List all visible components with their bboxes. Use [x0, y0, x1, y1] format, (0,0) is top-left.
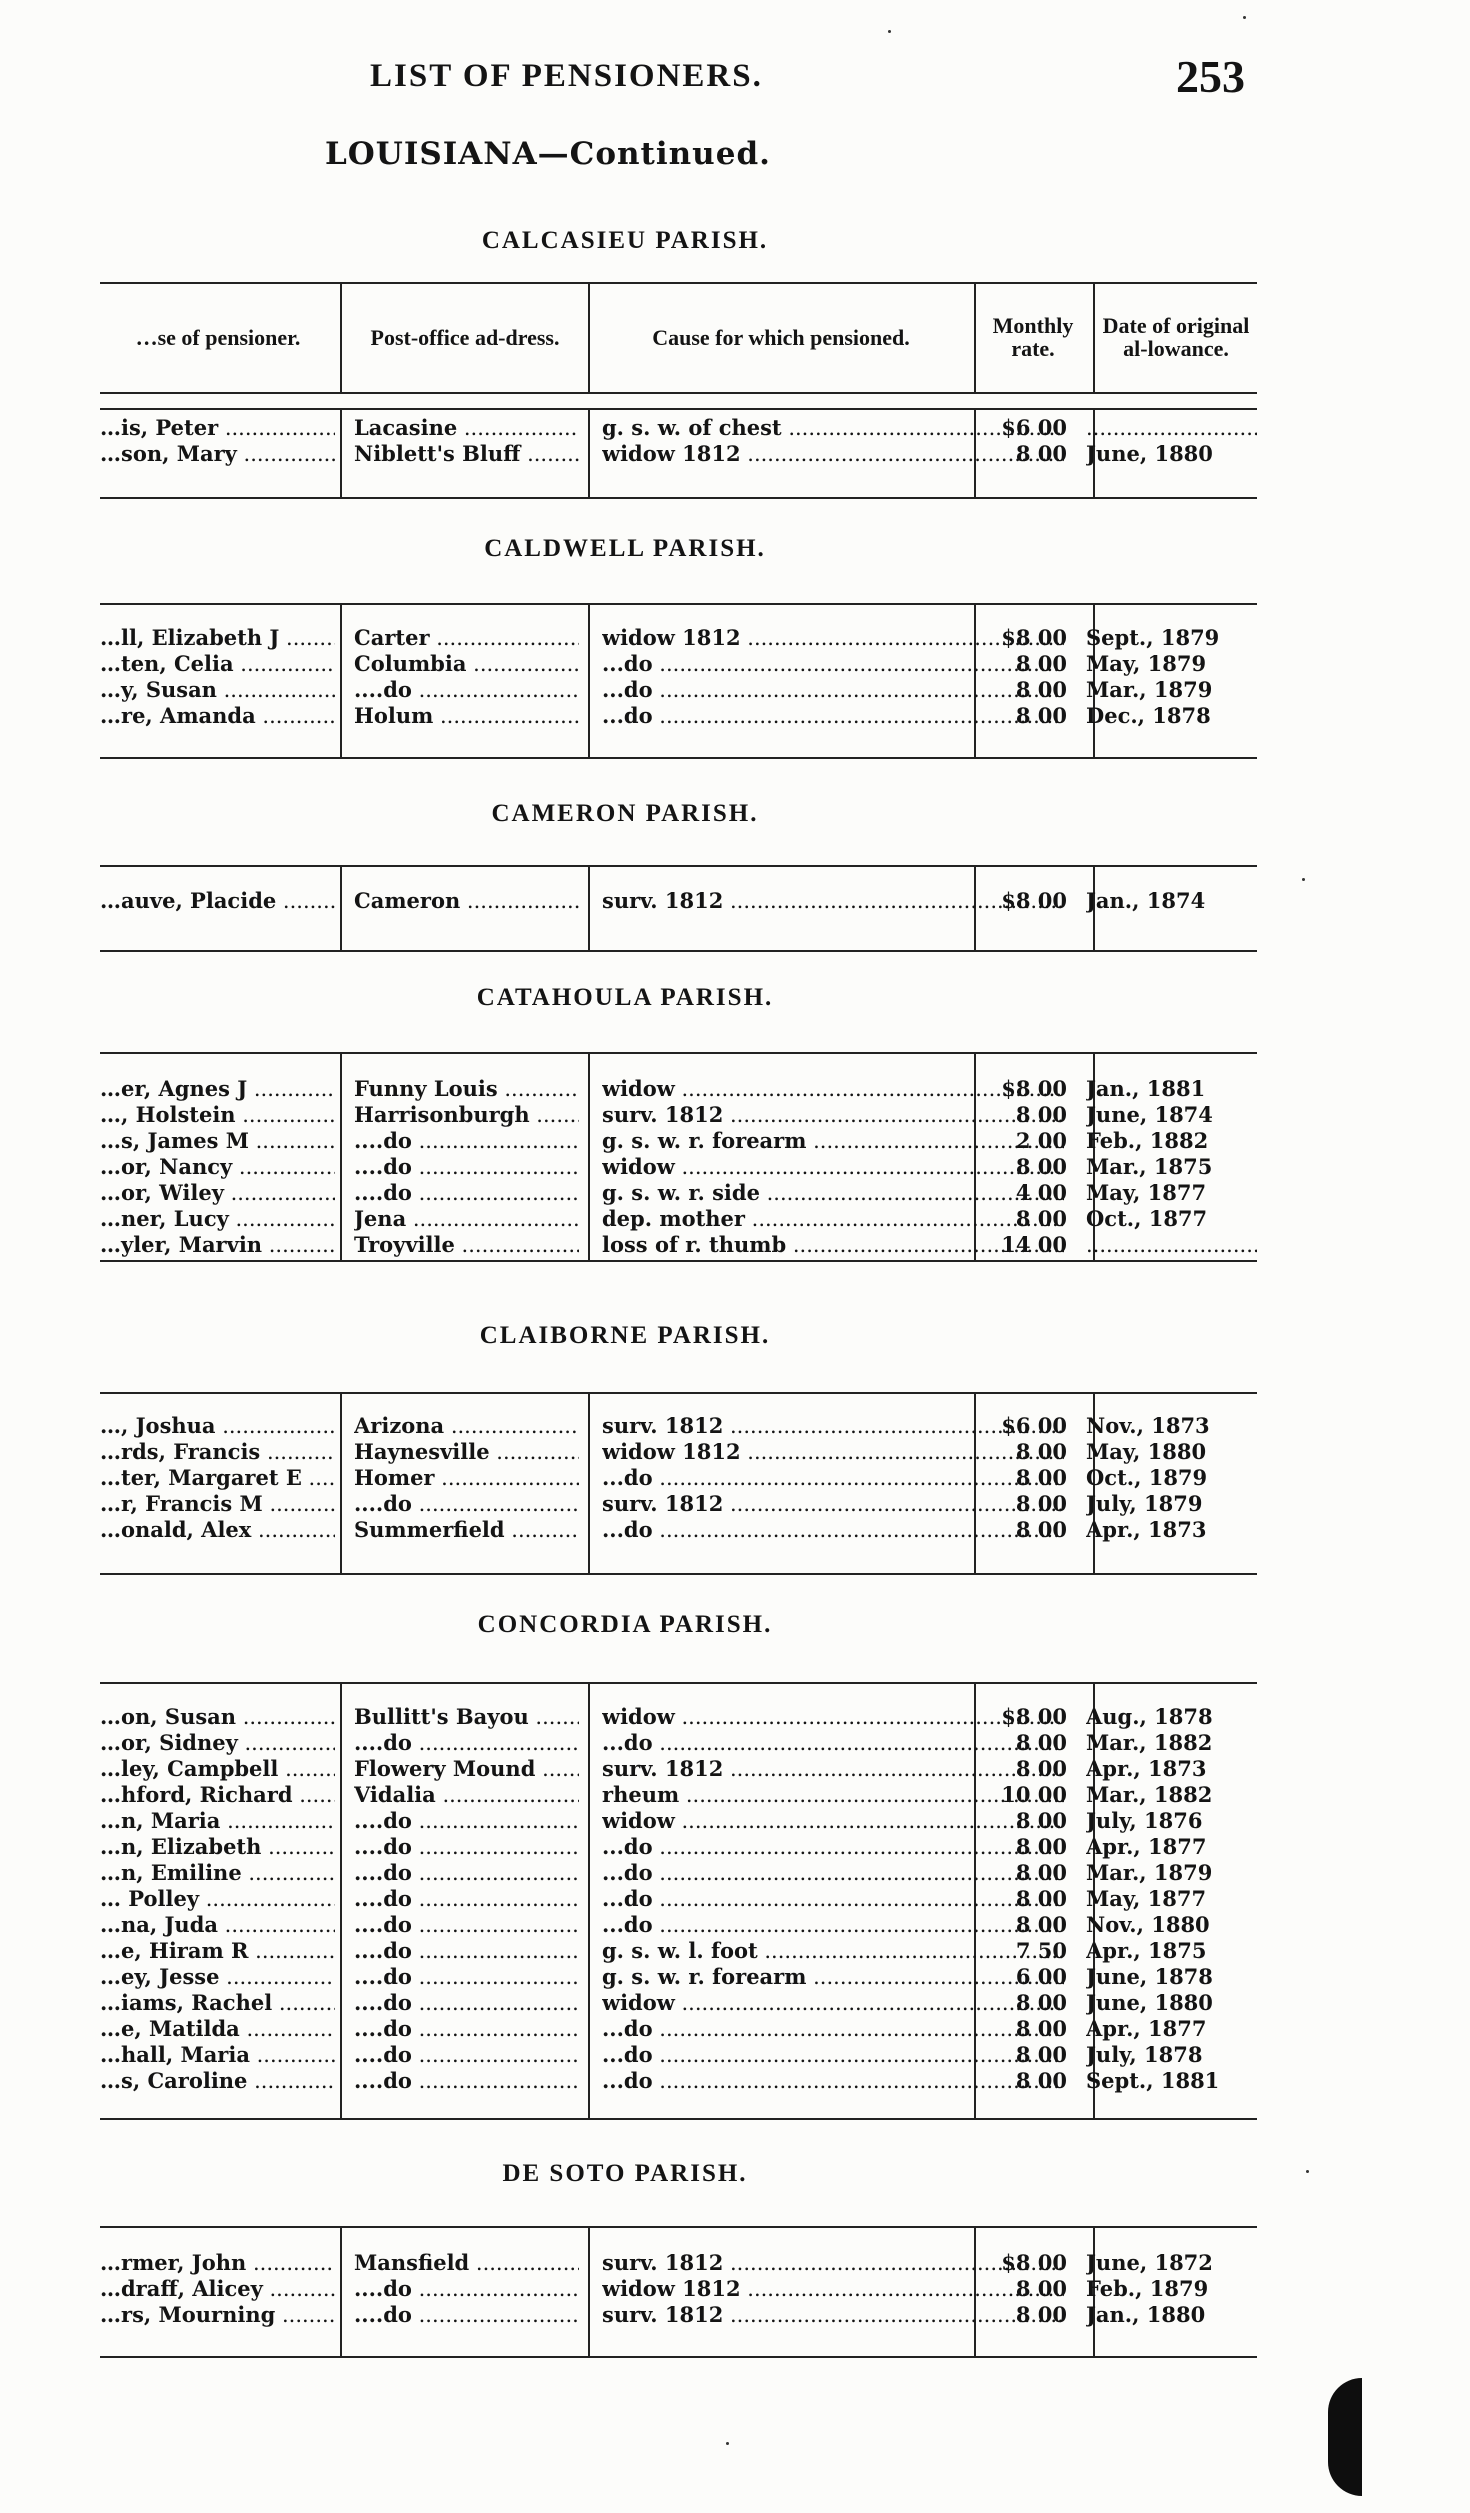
pensioner-name: …na, Juda ..... [100, 1912, 335, 1938]
post-office: ....do ..... [354, 1990, 579, 2016]
pensioner-name: …re, Amanda ..... [100, 703, 335, 729]
section-top-rule [100, 865, 1257, 867]
pensioner-name: …er, Agnes J ..... [100, 1076, 335, 1102]
header-date: Date of original al-lowance. [1102, 313, 1250, 361]
pension-cause: widow ..... [602, 1808, 1064, 1834]
pensioner-name: …r, Francis M ..... [100, 1491, 335, 1517]
allowance-date: Apr., 1873 [1086, 1756, 1207, 1781]
pensioner-name: …s, Caroline ..... [100, 2068, 335, 2094]
post-office: ....do ..... [354, 2016, 579, 2042]
pensioner-name: …e, Hiram R ..... [100, 1938, 335, 1964]
pensioner-row [100, 625, 1257, 651]
pensioner-name: … Polley ..... [100, 1886, 335, 1912]
pensioner-name: …is, Peter ..... [100, 415, 335, 441]
pension-cause: surv. 1812 ..... [602, 1491, 1064, 1517]
monthly-rate: 8 00 [1015, 2068, 1067, 2093]
allowance-date: May, 1880 [1086, 1439, 1207, 1464]
pensioner-name: …or, Nancy ..... [100, 1154, 335, 1180]
post-office: ....do ..... [354, 677, 579, 703]
pension-cause: ...do ..... [602, 1730, 1064, 1756]
pensioner-row [100, 1990, 1257, 2016]
section-top-rule [100, 1052, 1257, 1054]
post-office: Carter ..... [354, 625, 579, 651]
pensioner-name: …son, Mary ..... [100, 441, 335, 467]
monthly-rate: 8 00 [1015, 703, 1067, 728]
pensioner-row [100, 1517, 1257, 1543]
monthly-rate: 8 00 [1015, 1439, 1067, 1464]
pensioner-name: …n, Emiline ..... [100, 1860, 335, 1886]
post-office: Mansfield ..... [354, 2250, 579, 2276]
pensioner-row [100, 1232, 1257, 1258]
pension-cause: loss of r. thumb ..... [602, 1232, 1064, 1258]
ink-speck [726, 2442, 729, 2445]
pensioner-name: …ner, Lucy ..... [100, 1206, 335, 1232]
pensioner-row [100, 1413, 1257, 1439]
parish-title: CALCASIEU PARISH. [481, 227, 769, 254]
section-bottom-rule [100, 497, 1257, 499]
allowance-date: Nov., 1873 [1086, 1413, 1210, 1438]
pension-cause: g. s. w. r. forearm ..... [602, 1964, 1064, 1990]
monthly-rate: 8 00 [1015, 1206, 1067, 1231]
allowance-date: Jan., 1880 [1086, 2302, 1206, 2327]
pensioner-row [100, 1782, 1257, 1808]
allowance-date: Oct., 1879 [1086, 1465, 1208, 1490]
post-office: ....do ..... [354, 1808, 579, 1834]
section-top-rule [100, 1392, 1257, 1394]
pensioner-name: …iams, Rachel ..... [100, 1990, 335, 2016]
pensioner-row [100, 2042, 1257, 2068]
post-office: Arizona ..... [354, 1413, 579, 1439]
allowance-date: June, 1880 [1086, 1990, 1213, 2015]
monthly-rate: 8 00 [1015, 1990, 1067, 2015]
pensioner-row [100, 1808, 1257, 1834]
allowance-date [1086, 1232, 1257, 1258]
monthly-rate: 8 00 [1015, 651, 1067, 676]
allowance-date: Jan., 1874 [1086, 888, 1206, 913]
post-office: ....do ..... [354, 1730, 579, 1756]
pension-cause: surv. 1812 ..... [602, 888, 1064, 914]
monthly-rate: 14 00 [1001, 1232, 1067, 1257]
pensioner-name: …ten, Celia ..... [100, 651, 335, 677]
page-edge-shadow [1328, 2378, 1362, 2496]
section-top-rule [100, 1682, 1257, 1684]
parish-title: CAMERON PARISH. [491, 800, 759, 827]
pension-cause: surv. 1812 ..... [602, 1413, 1064, 1439]
pensioner-name: …onald, Alex ..... [100, 1517, 335, 1543]
post-office: Vidalia ..... [354, 1782, 579, 1808]
pensioner-name: …ey, Jesse ..... [100, 1964, 335, 1990]
monthly-rate: 8 00 [1015, 2276, 1067, 2301]
pensioner-name: …, Joshua ..... [100, 1413, 335, 1439]
parish-title: CALDWELL PARISH. [484, 535, 766, 562]
monthly-rate: 8 00 [1015, 2302, 1067, 2327]
pension-cause: ...do ..... [602, 1886, 1064, 1912]
monthly-rate: 8 00 [1015, 2016, 1067, 2041]
allowance-date: Feb., 1882 [1086, 1128, 1209, 1153]
pension-cause: widow 1812 ..... [602, 625, 1064, 651]
header-cause: Cause for which pensioned. [652, 324, 910, 350]
pensioner-row [100, 1491, 1257, 1517]
pension-cause: dep. mother ..... [602, 1206, 1064, 1232]
pensioner-name: …n, Maria ..... [100, 1808, 335, 1834]
monthly-rate: 8 00 [1015, 1517, 1067, 1542]
pension-cause: ...do ..... [602, 1834, 1064, 1860]
pension-cause: widow ..... [602, 1990, 1064, 2016]
pensioner-name: …ll, Elizabeth J ..... [100, 625, 335, 651]
monthly-rate: 8 00 [1015, 677, 1067, 702]
pension-cause: rheum ..... [602, 1782, 1064, 1808]
monthly-rate: 7 50 [1015, 1938, 1067, 1963]
pension-cause: surv. 1812 ..... [602, 2302, 1064, 2328]
pensioner-name: …e, Matilda ..... [100, 2016, 335, 2042]
post-office: ....do ..... [354, 1180, 579, 1206]
pension-cause: ...do ..... [602, 677, 1064, 703]
pensioner-name: …rmer, John ..... [100, 2250, 335, 2276]
pension-cause: ...do ..... [602, 2042, 1064, 2068]
allowance-date: June, 1878 [1086, 1964, 1213, 1989]
post-office: ....do ..... [354, 1938, 579, 1964]
pensioner-name: …auve, Placide ..... [100, 888, 335, 914]
post-office: Funny Louis ..... [354, 1076, 579, 1102]
monthly-rate: 8 00 [1015, 1491, 1067, 1516]
post-office: ....do ..... [354, 2042, 579, 2068]
pensioner-row [100, 2250, 1257, 2276]
pensioner-name: …y, Susan ..... [100, 677, 335, 703]
allowance-date: May, 1877 [1086, 1886, 1207, 1911]
pension-cause: g. s. w. l. foot ..... [602, 1938, 1064, 1964]
post-office: ....do ..... [354, 1154, 579, 1180]
parish-title: DE SOTO PARISH. [502, 2160, 748, 2187]
header-post-office: Post-office ad-dress. [370, 324, 560, 350]
post-office: Bullitt's Bayou ..... [354, 1704, 579, 1730]
ink-speck [888, 30, 891, 33]
allowance-date: Mar., 1882 [1086, 1730, 1213, 1755]
pensioner-row [100, 1154, 1257, 1180]
header-name: …se of pensioner. [135, 324, 301, 350]
pensioner-row [100, 1102, 1257, 1128]
pensioner-name: …, Holstein ..... [100, 1102, 335, 1128]
pensioner-row [100, 1938, 1257, 1964]
pensioner-name: …hall, Maria ..... [100, 2042, 335, 2068]
post-office: ....do ..... [354, 1491, 579, 1517]
pensioner-name: …s, James M ..... [100, 1128, 335, 1154]
pension-cause: widow ..... [602, 1704, 1064, 1730]
post-office: ....do ..... [354, 1912, 579, 1938]
post-office: ....do ..... [354, 1886, 579, 1912]
monthly-rate: 8 00 [1015, 1860, 1067, 1885]
monthly-rate: 8 00 [1015, 2042, 1067, 2067]
pensioner-row [100, 1206, 1257, 1232]
pensioner-row [100, 1465, 1257, 1491]
allowance-date: July, 1876 [1086, 1808, 1203, 1833]
pensioner-row [100, 415, 1257, 441]
section-bottom-rule [100, 2118, 1257, 2120]
post-office: Cameron ..... [354, 888, 579, 914]
section-top-rule [100, 408, 1257, 410]
monthly-rate: $8 00 [1001, 625, 1067, 650]
allowance-date: Sept., 1881 [1086, 2068, 1220, 2093]
parish-title: CONCORDIA PARISH. [477, 1611, 773, 1638]
monthly-rate: 8 00 [1015, 1756, 1067, 1781]
monthly-rate: 8 00 [1015, 1834, 1067, 1859]
allowance-date: May, 1877 [1086, 1180, 1207, 1205]
allowance-date: Oct., 1877 [1086, 1206, 1208, 1231]
pension-cause: ...do ..... [602, 1465, 1064, 1491]
pensioner-name: …yler, Marvin ..... [100, 1232, 335, 1258]
post-office: Troyville ..... [354, 1232, 579, 1258]
pensioner-row [100, 651, 1257, 677]
allowance-date: Apr., 1875 [1086, 1938, 1207, 1963]
allowance-date: Mar., 1879 [1086, 1860, 1213, 1885]
allowance-date: Feb., 1879 [1086, 2276, 1209, 2301]
section-top-rule [100, 2226, 1257, 2228]
allowance-date: Mar., 1879 [1086, 677, 1213, 702]
parish-title: CATAHOULA PARISH. [476, 984, 774, 1011]
pensioner-row [100, 1704, 1257, 1730]
allowance-date: Mar., 1875 [1086, 1154, 1213, 1179]
monthly-rate: $8 00 [1001, 1076, 1067, 1101]
monthly-rate: 8 00 [1015, 1886, 1067, 1911]
pension-cause: ...do ..... [602, 651, 1064, 677]
pensioner-row [100, 1128, 1257, 1154]
pension-cause: ...do ..... [602, 1517, 1064, 1543]
pension-cause: ...do ..... [602, 1912, 1064, 1938]
monthly-rate: 8 00 [1015, 441, 1067, 466]
allowance-date: Nov., 1880 [1086, 1912, 1210, 1937]
pension-cause: ...do ..... [602, 703, 1064, 729]
pension-cause: widow 1812 ..... [602, 1439, 1064, 1465]
section-bottom-rule [100, 757, 1257, 759]
post-office: Haynesville ..... [354, 1439, 579, 1465]
pension-cause: widow ..... [602, 1154, 1064, 1180]
pensioner-name: …hford, Richard ..... [100, 1782, 335, 1808]
allowance-date: Apr., 1877 [1086, 2016, 1207, 2041]
post-office: Holum ..... [354, 703, 579, 729]
state-title: LOUISIANA—Continued. [325, 136, 771, 172]
pensioner-row [100, 1886, 1257, 1912]
monthly-rate: $8 00 [1001, 888, 1067, 913]
post-office: Homer ..... [354, 1465, 579, 1491]
pensioner-row [100, 441, 1257, 467]
post-office: ....do ..... [354, 1860, 579, 1886]
monthly-rate: 8 00 [1015, 1102, 1067, 1127]
running-head: LIST OF PENSIONERS. [370, 58, 763, 94]
pension-cause: ...do ..... [602, 1860, 1064, 1886]
pension-cause: g. s. w. r. side ..... [602, 1180, 1064, 1206]
pension-cause: ...do ..... [602, 2016, 1064, 2042]
header-bottom-rule [100, 392, 1257, 394]
pension-cause: surv. 1812 ..... [602, 1756, 1064, 1782]
monthly-rate: 10 00 [1001, 1782, 1067, 1807]
pension-cause: widow ..... [602, 1076, 1064, 1102]
pensioner-row [100, 703, 1257, 729]
page-number: 253 [1176, 51, 1245, 102]
pensioner-row [100, 1180, 1257, 1206]
pensioner-name: …rs, Mourning ..... [100, 2302, 335, 2328]
pensioner-row [100, 2068, 1257, 2094]
allowance-date: Dec., 1878 [1086, 703, 1211, 728]
allowance-date: May, 1879 [1086, 651, 1207, 676]
post-office: ....do ..... [354, 1834, 579, 1860]
post-office: Flowery Mound ..... [354, 1756, 579, 1782]
pensioner-row [100, 1439, 1257, 1465]
pensioner-row [100, 2016, 1257, 2042]
pensioner-row [100, 1834, 1257, 1860]
pensioner-row [100, 1912, 1257, 1938]
header-rate: Monthly rate. [992, 313, 1074, 361]
ink-speck [1243, 16, 1246, 19]
post-office: Niblett's Bluff ..... [354, 441, 579, 467]
allowance-date: July, 1879 [1086, 1491, 1203, 1516]
pensioner-row [100, 1756, 1257, 1782]
pension-cause: widow 1812 ..... [602, 441, 1064, 467]
monthly-rate: $6 00 [1001, 415, 1067, 440]
pensioner-row [100, 1076, 1257, 1102]
post-office: ....do ..... [354, 1128, 579, 1154]
post-office: ....do ..... [354, 2068, 579, 2094]
allowance-date: Aug., 1878 [1086, 1704, 1213, 1729]
pensioner-name: …rds, Francis ..... [100, 1439, 335, 1465]
section-bottom-rule [100, 1573, 1257, 1575]
allowance-date [1086, 415, 1257, 441]
monthly-rate: $6 00 [1001, 1413, 1067, 1438]
monthly-rate: 8 00 [1015, 1465, 1067, 1490]
section-bottom-rule [100, 950, 1257, 952]
allowance-date: Mar., 1882 [1086, 1782, 1213, 1807]
pensioner-name: …or, Sidney ..... [100, 1730, 335, 1756]
parish-title: CLAIBORNE PARISH. [479, 1322, 771, 1349]
pensioner-name: …or, Wiley ..... [100, 1180, 335, 1206]
monthly-rate: 6 00 [1015, 1964, 1067, 1989]
header-divider [588, 282, 590, 392]
pensioner-row [100, 2302, 1257, 2328]
allowance-date: June, 1874 [1086, 1102, 1213, 1127]
allowance-date: July, 1878 [1086, 2042, 1203, 2067]
pensioner-row [100, 1860, 1257, 1886]
pension-cause: g. s. w. r. forearm ..... [602, 1128, 1064, 1154]
allowance-date: June, 1872 [1086, 2250, 1213, 2275]
pensioner-name: …ter, Margaret E ..... [100, 1465, 335, 1491]
post-office: ....do ..... [354, 2302, 579, 2328]
monthly-rate: 8 00 [1015, 1808, 1067, 1833]
monthly-rate: $8 00 [1001, 1704, 1067, 1729]
pension-cause: surv. 1812 ..... [602, 2250, 1064, 2276]
section-top-rule [100, 603, 1257, 605]
pensioner-name: …ley, Campbell ..... [100, 1756, 335, 1782]
pensioner-name: …on, Susan ..... [100, 1704, 335, 1730]
post-office: ....do ..... [354, 2276, 579, 2302]
header-divider [340, 282, 342, 392]
monthly-rate: 4 00 [1015, 1180, 1067, 1205]
pension-cause: g. s. w. of chest ..... [602, 415, 1064, 441]
pensioner-row [100, 2276, 1257, 2302]
monthly-rate: 2 00 [1015, 1128, 1067, 1153]
allowance-date: Sept., 1879 [1086, 625, 1220, 650]
pensioner-row [100, 1964, 1257, 1990]
section-bottom-rule [100, 2356, 1257, 2358]
monthly-rate: $8 00 [1001, 2250, 1067, 2275]
pension-cause: widow 1812 ..... [602, 2276, 1064, 2302]
pensioner-name: …draff, Alicey ..... [100, 2276, 335, 2302]
pensioner-row [100, 888, 1257, 914]
monthly-rate: 8 00 [1015, 1912, 1067, 1937]
post-office: Columbia ..... [354, 651, 579, 677]
ink-speck [1302, 878, 1305, 881]
pensioner-row [100, 677, 1257, 703]
post-office: Lacasine ..... [354, 415, 579, 441]
section-bottom-rule [100, 1260, 1257, 1262]
pensioner-row [100, 1730, 1257, 1756]
allowance-date: June, 1880 [1086, 441, 1213, 466]
header-divider [1093, 282, 1095, 392]
pension-cause: surv. 1812 ..... [602, 1102, 1064, 1128]
allowance-date: Apr., 1877 [1086, 1834, 1207, 1859]
ink-speck [1306, 2170, 1309, 2173]
monthly-rate: 8 00 [1015, 1154, 1067, 1179]
pension-cause: ...do ..... [602, 2068, 1064, 2094]
post-office: ....do ..... [354, 1964, 579, 1990]
allowance-date: Apr., 1873 [1086, 1517, 1207, 1542]
monthly-rate: 8 00 [1015, 1730, 1067, 1755]
post-office: Harrisonburgh ..... [354, 1102, 579, 1128]
allowance-date: Jan., 1881 [1086, 1076, 1206, 1101]
post-office: Jena ..... [354, 1206, 579, 1232]
post-office: Summerfield ..... [354, 1517, 579, 1543]
pensioner-name: …n, Elizabeth ..... [100, 1834, 335, 1860]
